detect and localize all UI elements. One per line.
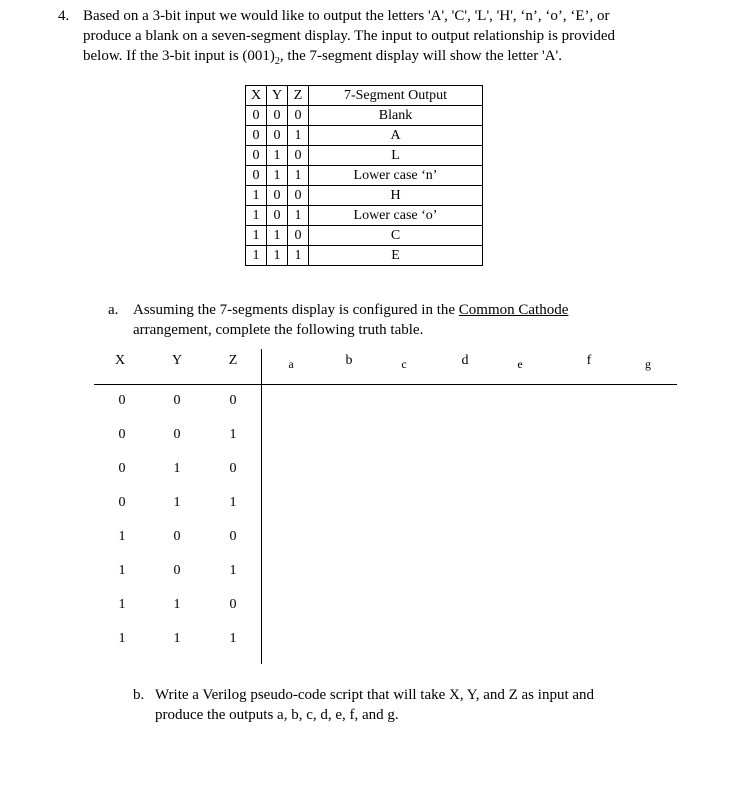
part-a-line-1-start: Assuming the 7-segments display is configured in the xyxy=(133,302,459,318)
question-text xyxy=(83,6,683,72)
mapping-cell-y: 1 xyxy=(267,146,288,166)
mapping-cell-output: L xyxy=(309,146,483,166)
truth-cell-z: 0 xyxy=(229,393,237,408)
mapping-cell-output: H xyxy=(309,186,483,206)
truth-header-c: c xyxy=(401,357,407,371)
part-b-line-1: Write a Verilog pseudo-code script that will take X, Y, and Z as input and xyxy=(155,687,595,703)
mapping-table-row xyxy=(246,126,483,146)
common-cathode-term: Common Cathode xyxy=(458,302,569,318)
part-a-line-2: arrangement, complete the following truth table. xyxy=(133,322,424,338)
mapping-table-header-row xyxy=(246,86,483,106)
truth-cell-z: 1 xyxy=(229,631,237,646)
mapping-cell-output: Lower case ‘n’ xyxy=(309,166,483,186)
truth-header-x: X xyxy=(114,353,126,368)
truth-cell-y: 1 xyxy=(173,631,181,646)
base-subscript: 2 xyxy=(274,56,280,67)
truth-cell-x: 0 xyxy=(118,427,126,442)
truth-header-f: f xyxy=(586,353,592,368)
mapping-cell-z: 0 xyxy=(288,186,309,206)
truth-header-y: Y xyxy=(171,353,183,368)
mapping-table-row xyxy=(246,146,483,166)
mapping-cell-x: 1 xyxy=(246,186,267,206)
mapping-table-row xyxy=(246,186,483,206)
truth-header-g: g xyxy=(645,357,651,371)
mapping-table-row xyxy=(246,166,483,186)
truth-table-header-rule xyxy=(94,384,677,385)
part-b-line-2: produce the outputs a, b, c, d, e, f, and g. xyxy=(155,707,399,723)
truth-cell-x: 0 xyxy=(118,461,126,476)
mapping-header-output: 7-Segment Output xyxy=(309,86,483,106)
input-output-mapping-table xyxy=(245,85,483,266)
mapping-cell-y: 1 xyxy=(267,246,288,266)
mapping-cell-z: 1 xyxy=(288,206,309,226)
mapping-cell-z: 1 xyxy=(288,166,309,186)
truth-cell-x: 1 xyxy=(118,563,126,578)
mapping-cell-output: C xyxy=(309,226,483,246)
mapping-cell-x: 0 xyxy=(246,106,267,126)
truth-header-a: a xyxy=(288,357,294,371)
question-number: 4. xyxy=(58,8,70,24)
truth-cell-z: 0 xyxy=(229,461,237,476)
mapping-header-x: X xyxy=(246,86,267,106)
part-b-text xyxy=(155,685,715,725)
question-line-3 xyxy=(83,46,683,72)
mapping-table-row xyxy=(246,226,483,246)
truth-cell-z: 0 xyxy=(229,529,237,544)
truth-cell-y: 1 xyxy=(173,461,181,476)
truth-cell-y: 0 xyxy=(173,529,181,544)
mapping-cell-x: 0 xyxy=(246,146,267,166)
truth-cell-y: 0 xyxy=(173,563,181,578)
truth-cell-x: 0 xyxy=(118,393,126,408)
mapping-cell-z: 0 xyxy=(288,106,309,126)
mapping-cell-x: 1 xyxy=(246,206,267,226)
part-a-line-1 xyxy=(133,300,693,320)
mapping-cell-y: 1 xyxy=(267,166,288,186)
mapping-cell-y: 0 xyxy=(267,206,288,226)
truth-cell-y: 1 xyxy=(173,597,181,612)
question-line-3-start: below. If the 3-bit input is (001) xyxy=(83,48,275,64)
part-b-label: b. xyxy=(133,687,145,703)
truth-cell-z: 0 xyxy=(229,597,237,612)
question-line-3-end: , the 7-segment display will show the letter 'A'. xyxy=(279,48,562,64)
mapping-cell-y: 1 xyxy=(267,226,288,246)
part-a-text xyxy=(133,300,693,340)
truth-cell-z: 1 xyxy=(229,427,237,442)
truth-header-d: d xyxy=(461,353,469,368)
mapping-cell-output: Lower case ‘o’ xyxy=(309,206,483,226)
truth-cell-y: 0 xyxy=(173,393,181,408)
truth-header-e: e xyxy=(517,357,523,371)
mapping-cell-x: 0 xyxy=(246,126,267,146)
mapping-table-row xyxy=(246,206,483,226)
mapping-cell-y: 0 xyxy=(267,186,288,206)
truth-cell-x: 0 xyxy=(118,495,126,510)
truth-cell-x: 1 xyxy=(118,631,126,646)
truth-cell-y: 0 xyxy=(173,427,181,442)
mapping-cell-x: 1 xyxy=(246,226,267,246)
truth-table-divider xyxy=(261,349,262,664)
mapping-table-row xyxy=(246,246,483,266)
mapping-cell-x: 0 xyxy=(246,166,267,186)
mapping-cell-z: 1 xyxy=(288,246,309,266)
mapping-cell-output: E xyxy=(309,246,483,266)
mapping-cell-y: 0 xyxy=(267,126,288,146)
truth-cell-z: 1 xyxy=(229,495,237,510)
mapping-cell-z: 0 xyxy=(288,146,309,166)
question-line-2: produce a blank on a seven-segment display. The input to output relationship is provided xyxy=(83,28,615,44)
mapping-cell-y: 0 xyxy=(267,106,288,126)
truth-cell-z: 1 xyxy=(229,563,237,578)
truth-header-z: Z xyxy=(228,353,238,368)
truth-cell-y: 1 xyxy=(173,495,181,510)
truth-header-b: b xyxy=(345,353,353,368)
mapping-header-y: Y xyxy=(267,86,288,106)
mapping-cell-x: 1 xyxy=(246,246,267,266)
question-line-1: Based on a 3-bit input we would like to output the letters 'A', 'C', 'L', 'H', ‘n’, ‘o’, ‘E’, or xyxy=(83,8,610,24)
truth-cell-x: 1 xyxy=(118,529,126,544)
part-a-label: a. xyxy=(108,302,119,318)
mapping-cell-z: 0 xyxy=(288,226,309,246)
mapping-table-row xyxy=(246,106,483,126)
mapping-cell-output: Blank xyxy=(309,106,483,126)
truth-cell-x: 1 xyxy=(118,597,126,612)
mapping-header-z: Z xyxy=(288,86,309,106)
mapping-cell-output: A xyxy=(309,126,483,146)
mapping-cell-z: 1 xyxy=(288,126,309,146)
